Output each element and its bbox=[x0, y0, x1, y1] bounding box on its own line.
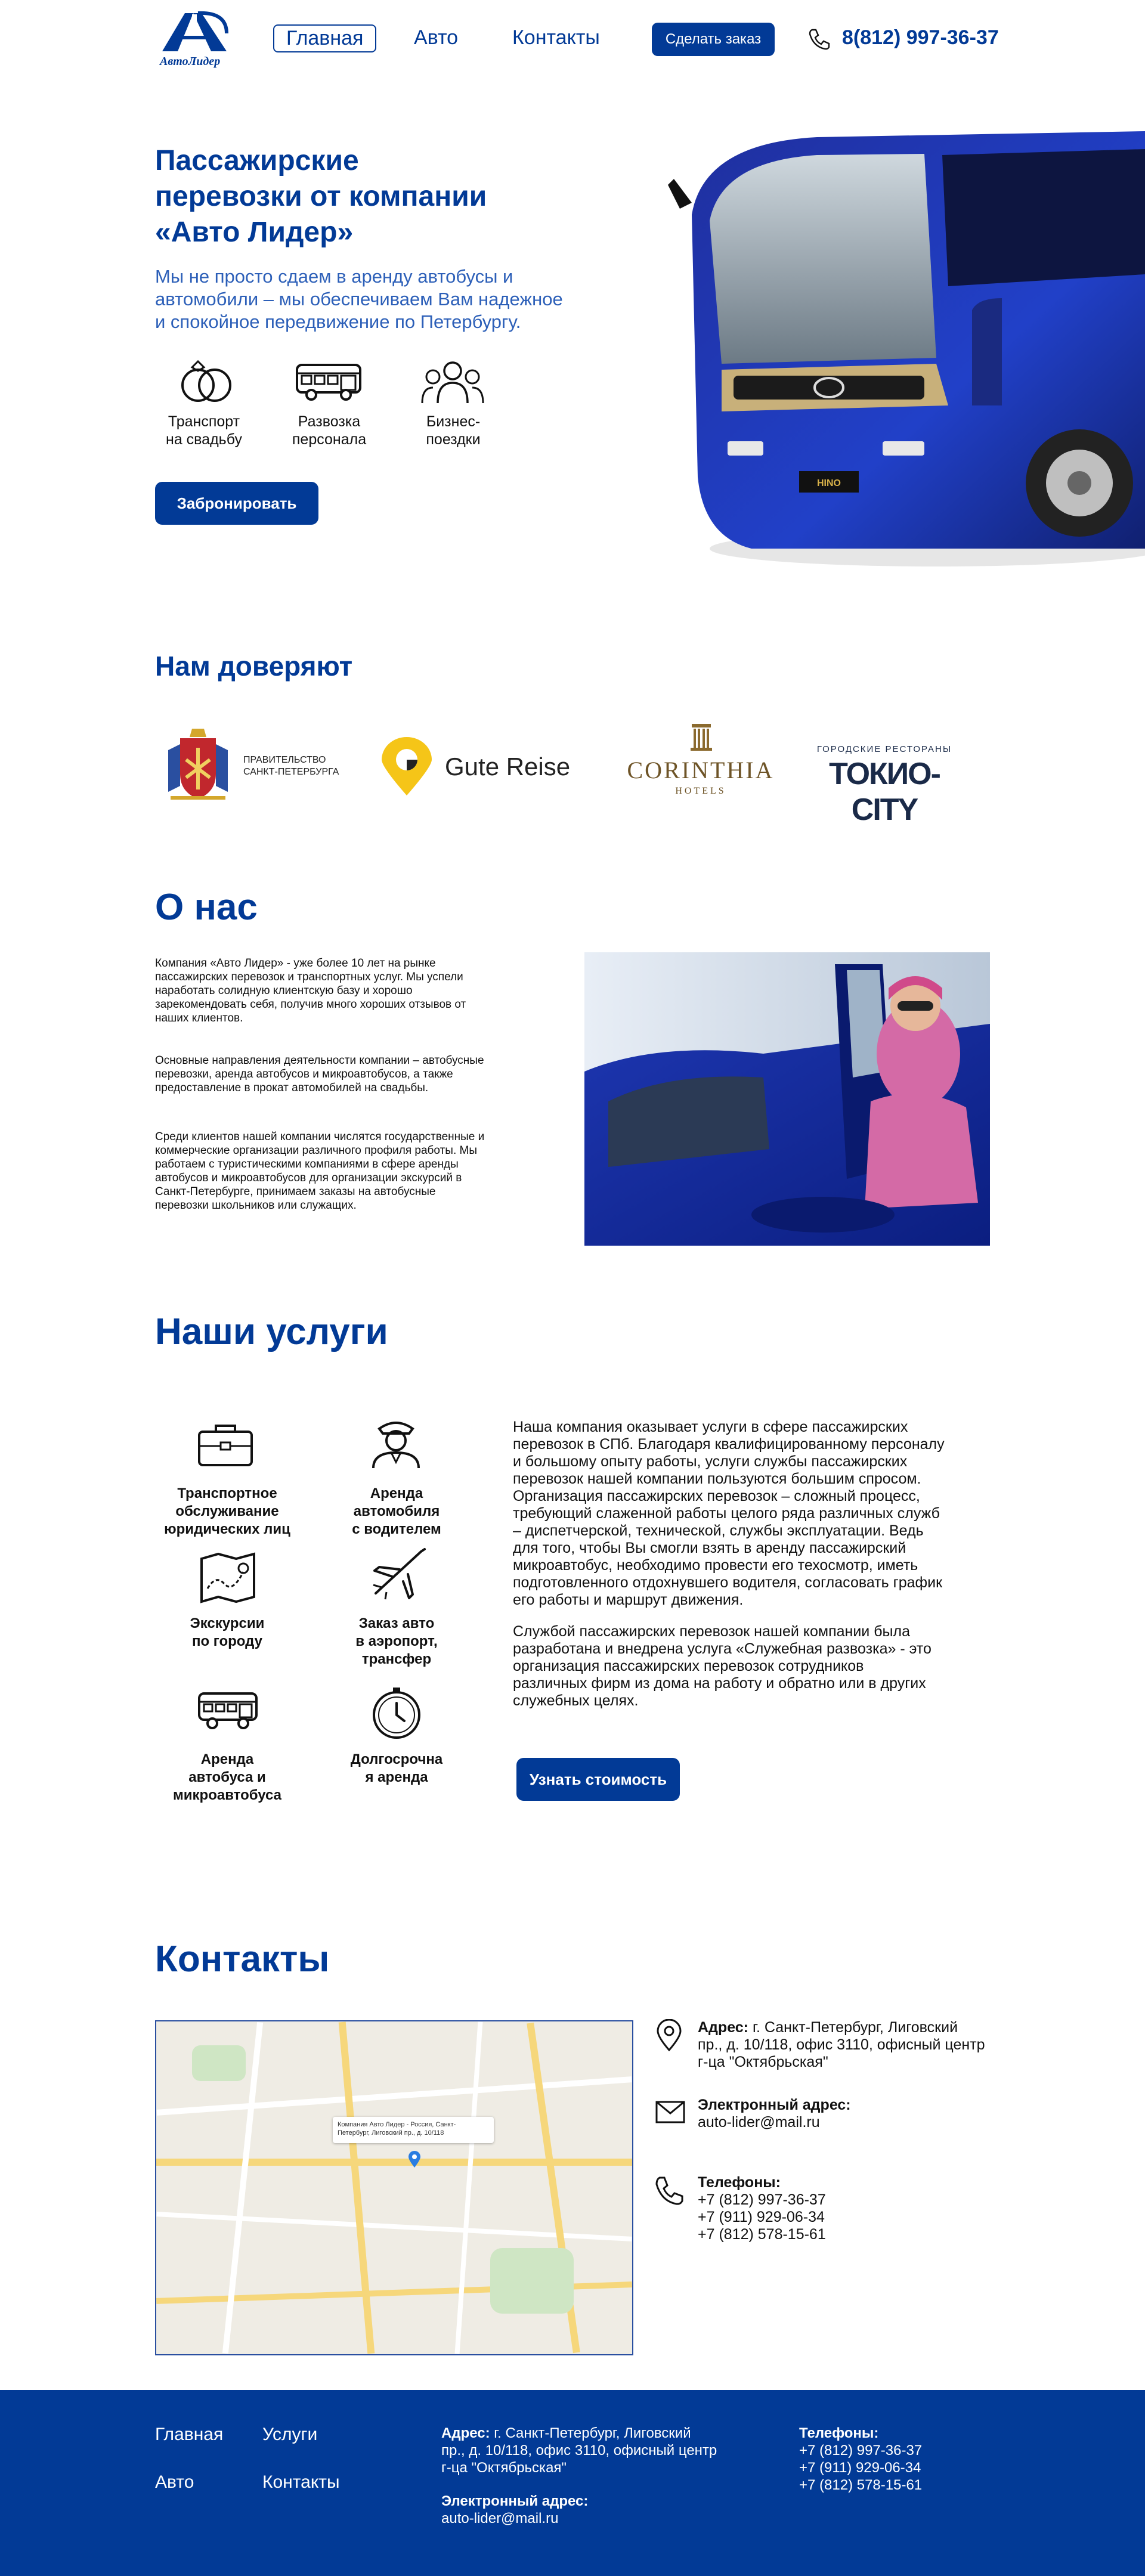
tokio-sub: ГОРОДСКИЕ РЕСТОРАНЫ bbox=[816, 744, 952, 754]
corinthia-text: CORINTHIA bbox=[627, 757, 775, 784]
logo-emblem-icon bbox=[156, 10, 234, 57]
logo-tokio-city bbox=[810, 744, 965, 827]
contacts-title: Контакты bbox=[155, 1939, 330, 1980]
contact-phone-1[interactable]: +7 (812) 997-36-37 bbox=[698, 2191, 826, 2208]
about-title: О нас bbox=[155, 887, 258, 928]
services-text-2: Службой пассажирских перевозок нашей компании была разработана и внедрена услуга «Служебная развозка» - это организация пассажирских перевозок сотрудников различных фирм из дома на работу и обратно или в других служебных целях. bbox=[513, 1623, 932, 1709]
hero-title: Пассажирские перевозки от компании «Авто Лидер» bbox=[155, 145, 487, 248]
service-label-excursions: Экскурсии по городу bbox=[190, 1615, 265, 1649]
logo-gov bbox=[162, 726, 353, 804]
svg-text:HINO: HINO bbox=[817, 478, 841, 488]
logo-gute-reise bbox=[379, 737, 582, 797]
nav-auto[interactable]: Авто bbox=[414, 26, 459, 49]
corinthia-sub: HOTELS bbox=[675, 786, 726, 796]
driver-icon bbox=[366, 1416, 426, 1469]
contact-email-link[interactable]: auto-lider@mail.ru bbox=[698, 2114, 820, 2131]
bus-icon bbox=[197, 1691, 259, 1730]
feature-label-staff: Развозка персонала bbox=[292, 413, 367, 448]
contact-phones: Телефоны: +7 (812) 997-36-37 +7 (911) 929-06-34 +7 (812) 578-15-61 bbox=[698, 2174, 826, 2243]
about-photo bbox=[584, 952, 990, 1246]
trust-title: Нам доверяют bbox=[155, 651, 353, 682]
logo-text: АвтоЛидер bbox=[160, 55, 221, 68]
contact-phone-3[interactable]: +7 (812) 578-15-61 bbox=[698, 2226, 826, 2243]
footer-nav-services[interactable]: Услуги bbox=[262, 2425, 318, 2444]
tokio-text: ТОКИО-CITY bbox=[829, 757, 940, 827]
plane-icon bbox=[369, 1547, 428, 1600]
footer-phone-3[interactable]: +7 (812) 578-15-61 bbox=[799, 2477, 923, 2493]
clock-icon bbox=[370, 1686, 423, 1740]
gute-text: Gute Reise bbox=[445, 753, 571, 781]
feature-label-wedding: Транспорт на свадьбу bbox=[166, 413, 242, 448]
location-pin-icon bbox=[379, 737, 434, 797]
feature-label-business: Бизнес- поездки bbox=[426, 413, 481, 448]
contact-phone-2[interactable]: +7 (911) 929-06-34 bbox=[698, 2209, 825, 2225]
hero-section bbox=[0, 83, 1145, 620]
briefcase-icon bbox=[196, 1421, 255, 1469]
service-label-legal: Транспортное обслуживание юридических лиц bbox=[164, 1485, 290, 1537]
logo[interactable] bbox=[156, 10, 234, 69]
phone-icon bbox=[654, 2175, 685, 2206]
contact-address: Адрес: г. Санкт-Петербург, Лиговский пр., д. 10/118, офис 3110, офисный центр г-ца "Октябрьская" bbox=[698, 2019, 985, 2070]
logo-corinthia bbox=[620, 722, 781, 805]
services-title: Наши услуги bbox=[155, 1311, 388, 1352]
contacts-map[interactable] bbox=[155, 2020, 633, 2355]
service-label-longterm: Долгосрочна я аренда bbox=[350, 1751, 443, 1785]
address-pin-icon bbox=[656, 2019, 682, 2051]
about-paragraph-1: Компания «Авто Лидер» - уже более 10 лет на рынке пассажирских перевозок и транспортных услуг. Мы успели наработать солидную клиентскую базу и хорошо зарекомендовать себя, получив много хороших отзывов от наших клиентов. bbox=[155, 957, 466, 1024]
phone-icon bbox=[807, 27, 831, 51]
about-paragraph-2: Основные направления деятельности компании – автобусные перевозки, аренда автобусов и микроавтобусов, а также предоставление в прокат автомобилей на свадьбы. bbox=[155, 1054, 484, 1094]
columns-icon bbox=[689, 722, 713, 751]
footer-email: Электронный адрес: auto-lider@mail.ru bbox=[441, 2493, 589, 2527]
footer-nav-home[interactable]: Главная bbox=[155, 2425, 224, 2444]
nav-home[interactable]: Главная bbox=[273, 24, 376, 52]
service-label-driver: Аренда автомобиля с водителем bbox=[352, 1485, 441, 1537]
footer-nav-contacts[interactable]: Контакты bbox=[262, 2472, 340, 2492]
footer bbox=[0, 2390, 1145, 2576]
footer-address: Адрес: г. Санкт-Петербург, Лиговский пр., д. 10/118, офис 3110, офисный центр г-ца "Октябрьская" bbox=[441, 2425, 717, 2476]
services-text-1: Наша компания оказывает услуги в сфере пассажирских перевозок в СПб. Благодаря квалифицированному персоналу и большому опыту работы, услуги службы пассажирских перевозок нашей компании пользуются большим спросом. Организация пассажирских перевозок – сложный процесс, требующий слаженной работы целого ряда различных служб – диспетчерской, технической, службы эксплуатации. Ведь для того, чтобы Вы смогли взять в аренду пассажирский микроавтобус, необходимо провести его техосмотр, иметь подготовленного отдохнувшего водителя, согласовать график его работы и маршрут движения. bbox=[513, 1419, 945, 1608]
contact-email: Электронный адрес: auto-lider@mail.ru bbox=[698, 2097, 851, 2131]
map-popup: Компания Авто Лидер - Россия, Санкт- Петербург, Лиговский пр., д. 10/118 bbox=[333, 2117, 494, 2143]
bus-photo bbox=[668, 119, 1145, 584]
map-pin-icon bbox=[408, 2150, 421, 2168]
about-paragraph-3: Среди клиентов нашей компании числятся государственные и коммерческие организации различного профиля работы. Мы работаем с туристическими компаниями в сфере аренды автобусов и микроавтобусов для организации экскурсий в Санкт-Петербурге, принимаем заказы на автобусные перевозки школьников или служащих. bbox=[155, 1131, 485, 1212]
gov-line2: САНКТ-ПЕТЕРБУРГА bbox=[243, 767, 339, 777]
footer-phone-2[interactable]: +7 (911) 929-06-34 bbox=[799, 2460, 921, 2476]
gov-line1: ПРАВИТЕЛЬСТВО bbox=[243, 755, 326, 765]
coat-of-arms-icon bbox=[162, 726, 234, 804]
order-button[interactable]: Сделать заказ bbox=[652, 23, 775, 56]
header-phone[interactable]: 8(812) 997-36-37 bbox=[842, 26, 999, 49]
nav-contacts[interactable]: Контакты bbox=[512, 26, 600, 49]
footer-email-link[interactable]: auto-lider@mail.ru bbox=[441, 2510, 559, 2527]
footer-nav-auto[interactable]: Авто bbox=[155, 2472, 194, 2492]
email-icon bbox=[655, 2100, 686, 2124]
people-icon bbox=[420, 358, 485, 405]
hero-subtitle: Мы не просто сдаем в аренду автобусы и автомобили – мы обеспечиваем Вам надежное и спокойное передвижение по Петербургу. bbox=[155, 266, 563, 332]
book-button[interactable]: Забронировать bbox=[155, 482, 318, 525]
service-label-airport: Заказ авто в аэропорт, трансфер bbox=[355, 1615, 438, 1667]
footer-phone-1[interactable]: +7 (812) 997-36-37 bbox=[799, 2442, 923, 2459]
price-button[interactable]: Узнать стоимость bbox=[516, 1758, 680, 1801]
bus-icon bbox=[295, 361, 364, 403]
footer-phones: Телефоны: +7 (812) 997-36-37 +7 (911) 929-06-34 +7 (812) 578-15-61 bbox=[799, 2425, 923, 2493]
map-icon bbox=[198, 1550, 258, 1604]
header bbox=[0, 0, 1145, 83]
rings-icon bbox=[174, 358, 240, 405]
service-label-bus: Аренда автобуса и микроавтобуса bbox=[173, 1751, 281, 1803]
